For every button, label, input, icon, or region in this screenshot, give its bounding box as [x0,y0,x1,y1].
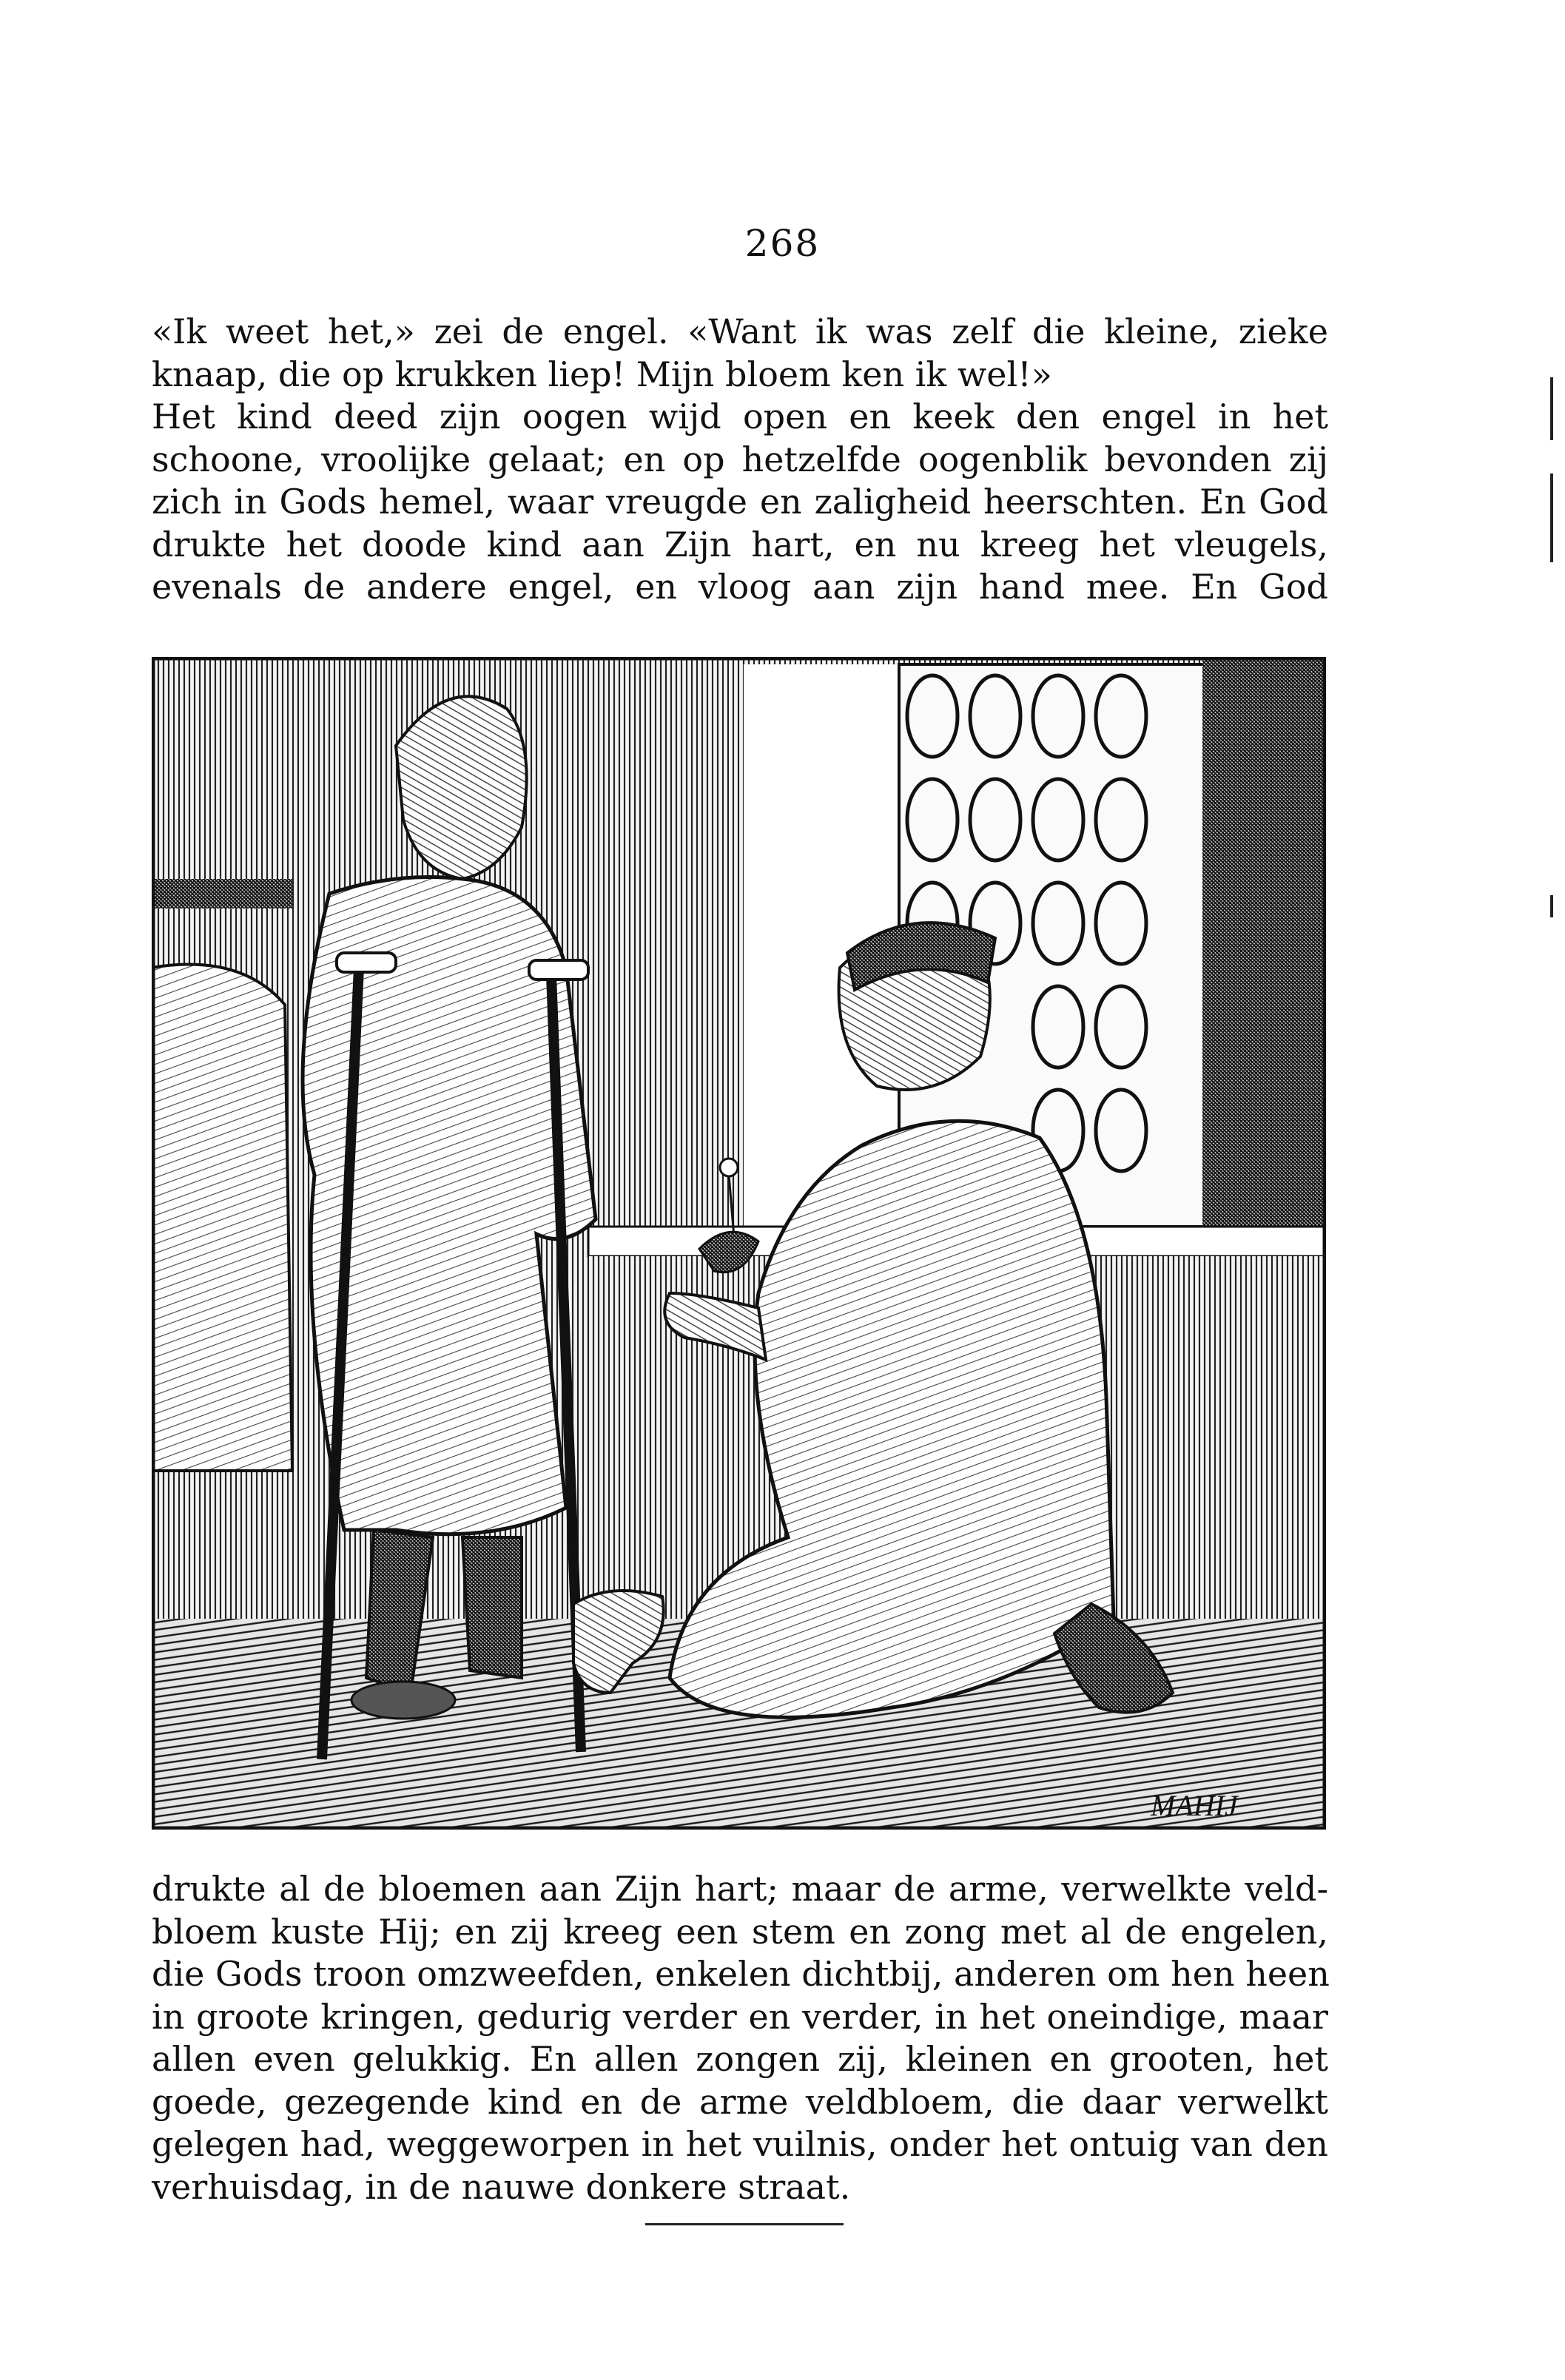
illustration-signature: MAHIJ [1151,1789,1238,1822]
page-number: 268 [744,222,821,265]
illustration-artwork [152,657,1326,1830]
bottom-paragraph [152,1868,1328,2208]
text-line: schoone, vroolijke gelaat; en op hetzelfde oogenblik bevonden zij [152,439,1328,479]
wall-shelf [152,879,292,908]
text-line: gelegen had, weggeworpen in het vuilnis, onder het ontuig van den [152,2124,1328,2164]
top-paragraph [152,311,1328,609]
text-line: verhuisdag, in de nauwe donkere straat. [152,2166,851,2207]
bed [152,965,292,1471]
text-line: «Ik weet het,» zei de engel. «Want ik was zelf die kleine, zieke [152,311,1328,351]
window-shutter [1202,657,1326,1264]
text-line: bloem kuste Hij; en zij kreeg een stem en zong met al de engelen, [152,1911,1328,1952]
text-line: Het kind deed zijn oogen wijd open en keek den engel in het [152,397,1328,436]
text-line: goede, gezegende kind en de arme veldbloem, die daar verwelkt [152,2081,1328,2122]
end-rule [645,2223,844,2225]
margin-mark [1550,377,1553,440]
margin-mark [1550,895,1553,917]
text-line: die Gods troon omzweefden, enkelen dichtbij, anderen om hen heen [152,1954,1330,1994]
text-line: drukte het doode kind aan Zijn hart, en nu kreeg het vleugels, [152,524,1328,564]
margin-mark [1550,473,1553,562]
engraving-illustration [152,657,1326,1830]
text-line: knaap, die op krukken liep! Mijn bloem ken ik wel!» [152,354,1052,394]
text-line: drukte al de bloemen aan Zijn hart; maar de arme, verwelkte veld- [152,1869,1328,1909]
text-line: evenals de andere engel, en vloog aan zijn hand mee. En God [152,567,1328,607]
text-line: zich in Gods hemel, waar vreugde en zaligheid heerschten. En God [152,482,1328,522]
text-line: allen even gelukkig. En allen zongen zij, kleinen en grooten, het [152,2039,1328,2079]
text-line: in groote kringen, gedurig verder en verder, in het oneindige, maar [152,1996,1328,2037]
